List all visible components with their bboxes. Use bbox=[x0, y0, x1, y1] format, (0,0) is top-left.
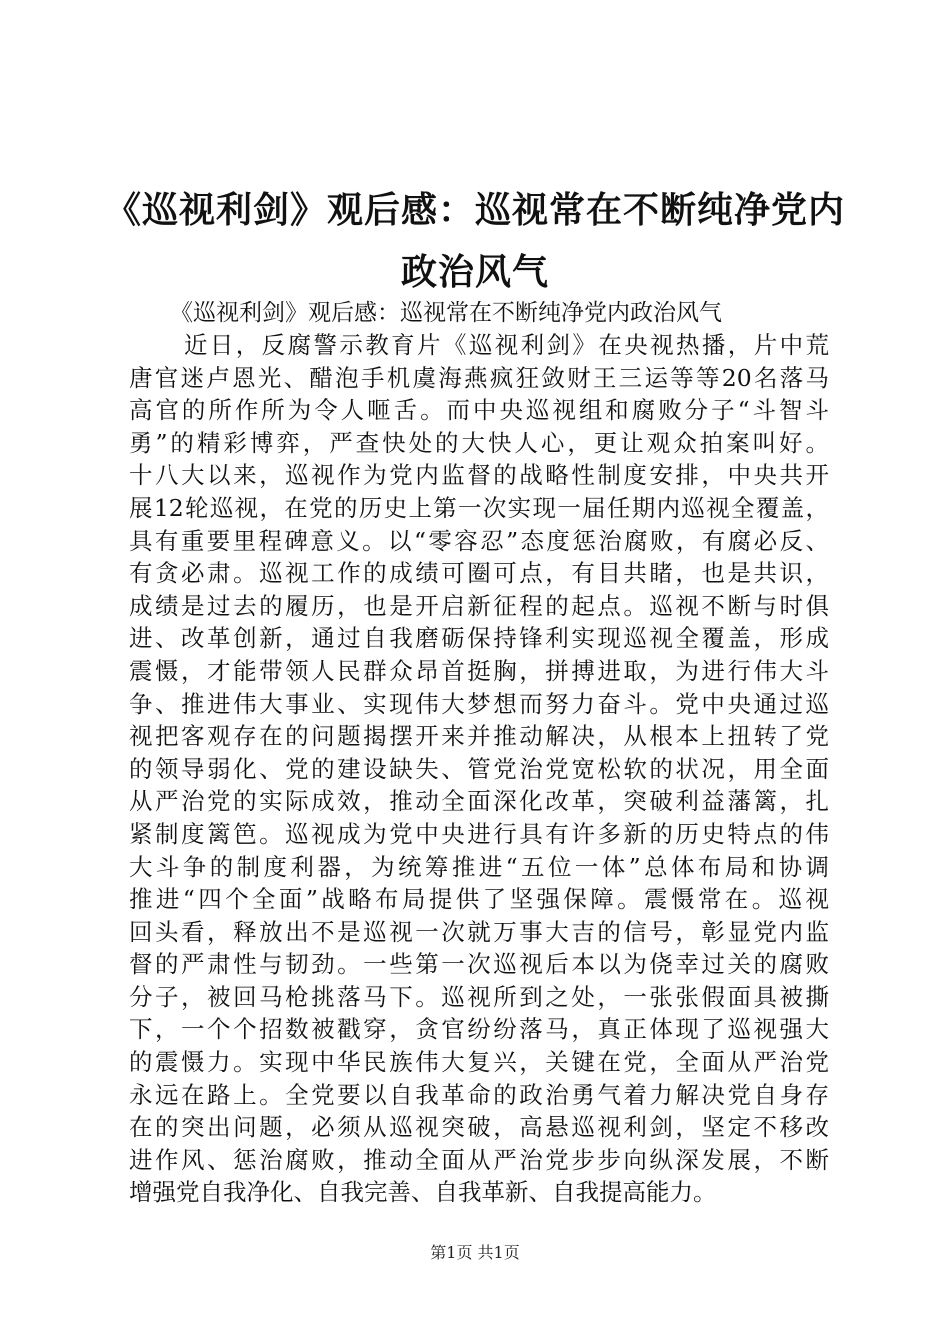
body-line: 进、改革创新，通过自我磨砺保持锋利实现巡视全覆盖，形成 bbox=[129, 624, 829, 653]
body-line: 视把客观存在的问题揭摆开来并推动解决，从根本上扭转了党 bbox=[129, 722, 829, 751]
body-line: 进作风、惩治腐败，推动全面从严治党步步向纵深发展，不断 bbox=[129, 1145, 829, 1174]
body-line: 紧制度篱笆。巡视成为党中央进行具有许多新的历史特点的伟 bbox=[129, 819, 829, 848]
page-number-footer: 第1页 共1页 bbox=[430, 1243, 520, 1262]
body-line: 的震慑力。实现中华民族伟大复兴，关键在党，全面从严治党 bbox=[129, 1048, 829, 1077]
body-line: 争、推进伟大事业、实现伟大梦想而努力奋斗。党中央通过巡 bbox=[129, 689, 829, 718]
body-line: 有贪必肃。巡视工作的成绩可圈可点，有目共睹，也是共识， bbox=[129, 559, 829, 588]
title-line-1: 《巡视利剑》观后感：巡视常在不断纯净党内 bbox=[104, 190, 845, 231]
body-line: 从严治党的实际成效，推动全面深化改革，突破利益藩篱，扎 bbox=[129, 787, 829, 816]
document-title bbox=[100, 180, 850, 304]
body-line: 督的严肃性与韧劲。一些第一次巡视后本以为侥幸过关的腐败 bbox=[129, 950, 829, 979]
body-line: 大斗争的制度利器，为统筹推进“五位一体”总体布局和协调 bbox=[129, 852, 829, 881]
body-line: 十八大以来，巡视作为党内监督的战略性制度安排，中央共开 bbox=[129, 461, 829, 490]
body-line: 回头看，释放出不是巡视一次就万事大吉的信号，彰显党内监 bbox=[129, 917, 829, 946]
body-line: 展12轮巡视，在党的历史上第一次实现一届任期内巡视全覆盖， bbox=[129, 493, 829, 522]
body-line: 成绩是过去的履历，也是开启新征程的起点。巡视不断与时俱 bbox=[129, 591, 829, 620]
body-line: 震慑，才能带领人民群众昂首挺胸，拼搏进取，为进行伟大斗 bbox=[129, 656, 829, 685]
body-line: 下，一个个招数被戳穿，贪官纷纷落马，真正体现了巡视强大 bbox=[129, 1015, 829, 1044]
body-line: 勇”的精彩博弈，严查快处的大快人心，更让观众拍案叫好。 bbox=[129, 428, 829, 457]
body-paragraph bbox=[129, 329, 829, 1209]
body-line: 高官的所作所为令人咂舌。而中央巡视组和腐败分子“斗智斗 bbox=[129, 396, 829, 425]
body-line: 唐官迷卢恩光、醋泡手机虞海燕疯狂敛财王三运等等20名落马 bbox=[129, 363, 829, 392]
body-line: 的领导弱化、党的建设缺失、管党治党宽松软的状况，用全面 bbox=[129, 754, 829, 783]
body-line: 近日，反腐警示教育片《巡视利剑》在央视热播，片中荒 bbox=[184, 331, 829, 359]
body-line: 推进“四个全面”战略布局提供了坚强保障。震慑常在。巡视 bbox=[129, 885, 829, 914]
body-line: 永远在路上。全党要以自我革命的政治勇气着力解决党自身存 bbox=[129, 1080, 829, 1109]
body-line: 分子，被回马枪挑落马下。巡视所到之处，一张张假面具被撕 bbox=[129, 982, 829, 1011]
body-line: 在的突出问题，必须从巡视突破，高悬巡视利剑，坚定不移改 bbox=[129, 1113, 829, 1142]
title-line-2: 政治风气 bbox=[400, 252, 549, 293]
body-line: 具有重要里程碑意义。以“零容忍”态度惩治腐败，有腐必反、 bbox=[129, 526, 829, 555]
document-subtitle: 《巡视利剑》观后感：巡视常在不断纯净党内政治风气 bbox=[170, 300, 722, 326]
body-line: 增强党自我净化、自我完善、自我革新、自我提高能力。 bbox=[129, 1178, 717, 1207]
